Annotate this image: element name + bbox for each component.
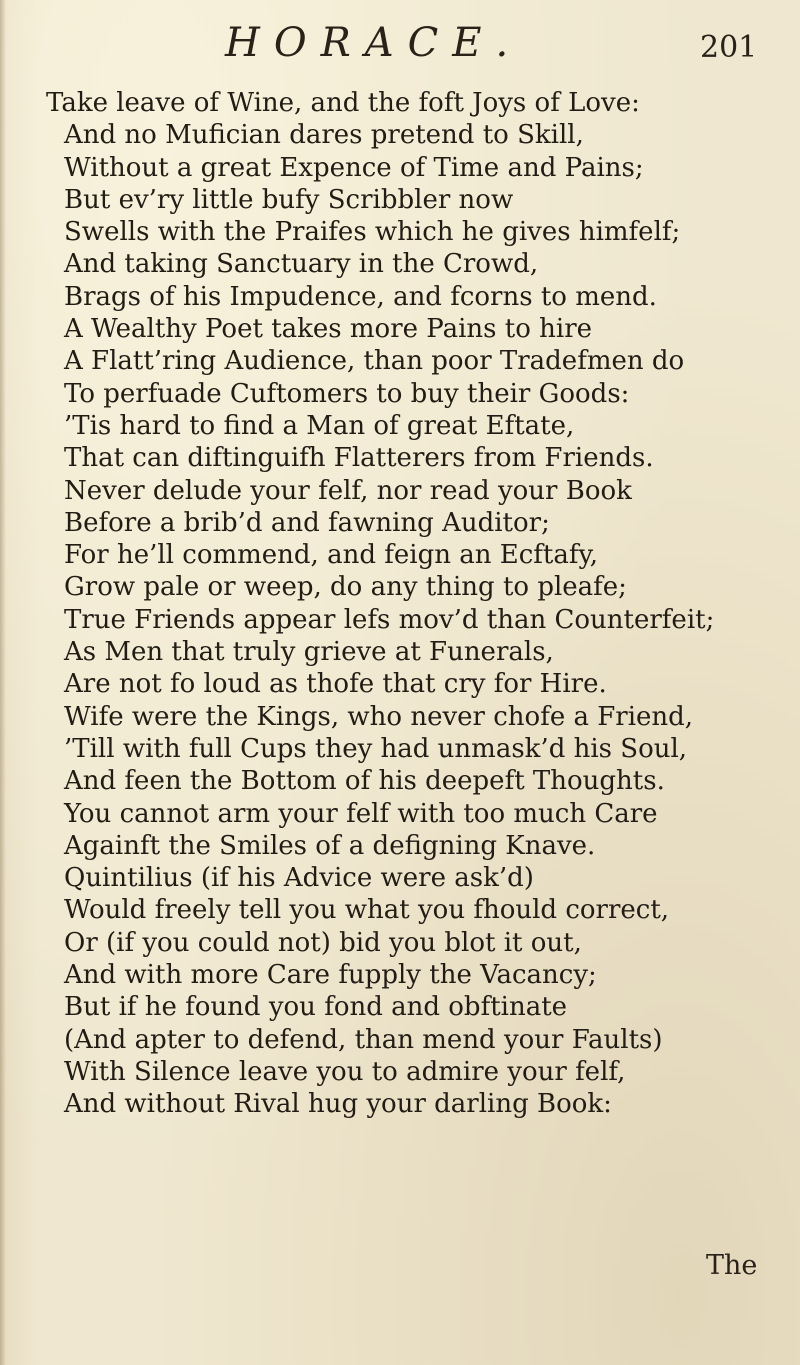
verse-line: Without a great Expence of Time and Pains; [64,152,644,183]
verse-line: Swells with the Praifes which he gives himfelf; [64,217,681,248]
running-head: HORACE. [225,20,523,66]
verse-line: Wife were the Kings, who never chofe a Friend, [64,701,694,732]
verse-line: ’Till with full Cups they had unmask’d his Soul, [64,733,688,764]
verse-line: Never delude your felf, nor read your Book [64,475,632,506]
verse-line: With Silence leave you to admire your felf, [64,1056,626,1087]
verse-line: Grow pale or weep, do any thing to pleafe; [64,572,627,603]
verse-line: You cannot arm your felf with too much Care [64,798,658,829]
verse-line: But ev’ry little bufy Scribbler now [64,184,514,215]
verse-line: But if he found you fond and obftinate [64,992,568,1023]
verse-line: Or (if you could not) bid you blot it out, [64,927,582,958]
verse-line: ’Tis hard to find a Man of great Eftate, [64,410,575,441]
catchword: The [706,1250,758,1281]
verse-line: And no Mufician dares pretend to Skill, [64,120,584,151]
verse-line: As Men that truly grieve at Funerals, [64,637,554,668]
verse-line: Quintilius (if his Advice were ask’d) [64,863,534,894]
verse-line: For he’ll commend, and feign an Ecftafy, [64,540,598,571]
verse-line: And without Rival hug your darling Book: [64,1089,612,1120]
verse-line: Brags of his Impudence, and fcorns to mend. [64,281,657,312]
verse-line: A Flatt’ring Audience, than poor Tradefmen do [64,346,685,377]
page-number: 201 [700,30,758,65]
verse-body [0,87,760,1121]
verse-line: Are not fo loud as thofe that cry for Hire. [64,669,607,700]
verse-line: (And apter to defend, than mend your Faults) [64,1024,663,1055]
verse-line: And feen the Bottom of his deepeft Thoughts. [64,766,665,797]
verse-line: Againft the Smiles of a defigning Knave. [64,830,596,861]
verse-line: And with more Care fupply the Vacancy; [64,960,597,991]
verse-line: Before a brib’d and fawning Auditor; [64,507,550,538]
verse-line: A Wealthy Poet takes more Pains to hire [64,314,593,345]
verse-line: Take leave of Wine, and the foft Joys of Love: [46,88,640,118]
verse-line: Would freely tell you what you fhould correct, [64,895,670,926]
verse-line: That can diftinguifh Flatterers from Friends. [64,443,654,474]
verse-line: And taking Sanctuary in the Crowd, [64,249,539,280]
verse-line: True Friends appear lefs mov’d than Counterfeit; [64,604,715,635]
verse-line: To perfuade Cuftomers to buy their Goods: [64,378,630,409]
